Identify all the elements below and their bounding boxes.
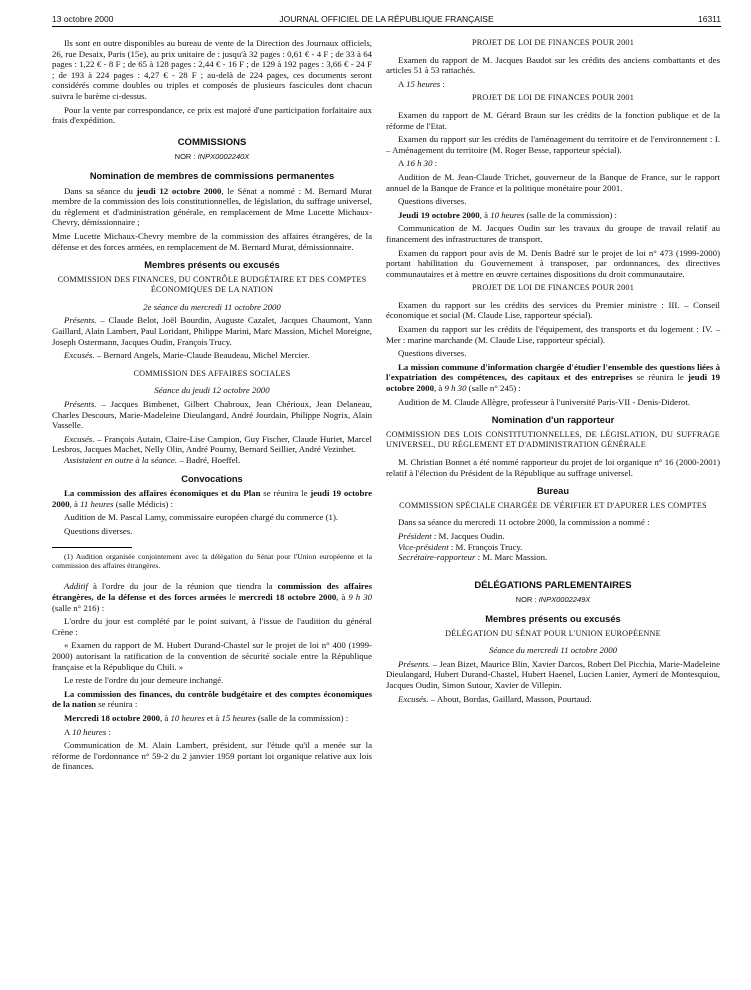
agenda-quote: « Examen du rapport de M. Hubert Durand-Chastel sur le projet de loi n° 400 (1999-2000) autorisant la ratification de la convention de sécurité sociale entre la République française et la République du Chili. » <box>52 640 372 672</box>
excuses-list: Excusés. – About, Bordas, Gaillard, Masson, Pourtaud. <box>398 693 592 704</box>
header-journal-title: JOURNAL OFFICIEL DE LA RÉPUBLIQUE FRANÇAISE <box>279 14 494 24</box>
agenda-item: Communication de M. Jacques Oudin sur les travaux du groupe de travail relatif au financement des infrastructures de transport. <box>386 223 720 244</box>
convocation-item: Questions diverses. <box>64 525 133 536</box>
agenda-item: Examen du rapport sur les crédits des services du Premier ministre : III. – Conseil économique et social (M. Claude Lise, rapporteur spécial). <box>386 299 720 321</box>
session-date: 2e séance du mercredi 11 octobre 2000 <box>143 301 281 312</box>
agenda-item: Examen du rapport sur les crédits de l'équipement, des transports et du logement : IV. – Mer : marine marchande (M. Claude Lise, rapporteur spécial). <box>386 324 720 345</box>
excuses-list: Excusés. – Bernard Angels, Marie-Claude Beaudeau, Michel Mercier. <box>64 350 310 361</box>
bureau-vice-president: Vice-président : M. François Trucy. <box>398 541 523 552</box>
members-heading: Membres présents ou excusés <box>485 613 621 624</box>
agenda-item: Questions diverses. <box>398 348 467 359</box>
presents-list: Présents. – Jacques Bimbenet, Gilbert Chabroux, Jean Chérioux, Jean Delaneau, Charles Descours, Marie-Madeleine Dieulangard, André Jourdain, Philippe Nogrix, Alain Vasselle. <box>52 399 372 431</box>
plf-heading: PROJET DE LOI DE FINANCES POUR 2001 <box>472 38 634 47</box>
mission-convocation: La mission commune d'information chargée d'étudier l'ensemble des questions liées à l'expatriation des compétences, des capitaux et des entreprises se réunira le jeudi 19 octobre 2000, à 9 h 30 (salle n° 245) : <box>386 361 720 394</box>
header-rule <box>52 26 721 27</box>
rapporteur-heading: Nomination d'un rapporteur <box>491 415 615 426</box>
bureau-heading: Bureau <box>536 486 570 497</box>
presents-list: Présents. – Jean Bizet, Maurice Blin, Xavier Darcos, Robert Del Picchia, Marie-Madeleine Dieulangard, Hubert Durand-Chastel, Hubert Haenel, Lucien Lanier, Aymeri de Montesquiou, Jacques Oudin, Simon Sutour, Xavier de Villepin. <box>386 658 720 690</box>
agenda-item: Examen du rapport sur les crédits de l'aménagement du territoire et de l'environnement : I. – Aménagement du territoire (M. Roger Besse, rapporteur spécial). <box>386 134 720 155</box>
time-slot: A 10 heures : <box>64 726 111 737</box>
right-column <box>386 38 720 707</box>
finance-convocation: La commission des finances, du contrôle budgétaire et des comptes économiques de la nation se réunira : <box>52 688 372 710</box>
finance-date: Mercredi 18 octobre 2000, à 10 heures et à 15 heures (salle de la commission) : <box>64 712 349 723</box>
bureau-president: Président : M. Jacques Oudin. <box>398 530 505 541</box>
nomination-paragraph: Dans sa séance du jeudi 12 octobre 2000, le Sénat a nommé : M. Bernard Murat membre de la commission des lois constitutionnelles, de législation, du suffrage universel, du règlement et d'administration générale, en remplacement de Mme Lucette Michaux-Chevry, démissionnaire ; <box>52 185 372 228</box>
convocations-heading: Convocations <box>181 473 243 484</box>
commission-lois-title: COMMISSION DES LOIS CONSTITUTIONNELLES, DE LÉGISLATION, DU SUFFRAGE UNIVERSEL, DU RÈGLEMENT ET D'ADMINISTRATION GÉNÉRALE <box>386 429 720 450</box>
agenda-paragraph: Le reste de l'ordre du jour demeure inchangé. <box>64 675 224 686</box>
commission-finances-title: COMMISSION DES FINANCES, DU CONTRÔLE BUDGÉTAIRE ET DES COMPTES ÉCONOMIQUES DE LA NATION <box>57 274 367 295</box>
convocation-paragraph: La commission des affaires économiques et du Plan se réunira le jeudi 19 octobre 2000, à 11 heures (salle Médicis) : <box>52 488 372 509</box>
commissions-heading: COMMISSIONS <box>177 136 247 148</box>
agenda-item: Examen du rapport de M. Gérard Braun sur les crédits de la fonction publique et de la réforme de l'Etat. <box>386 109 720 131</box>
convocation-item: Audition de M. Pascal Lamy, commissaire européen chargé du commerce (1). <box>64 512 339 523</box>
addendum-paragraph: Additif à l'ordre du jour de la réunion que tiendra la commission des affaires étrangères, de la défense et des forces armées le mercredi 18 octobre 2000, à 9 h 30 (salle n° 216) : <box>52 581 373 613</box>
plf-heading: PROJET DE LOI DE FINANCES POUR 2001 <box>472 283 634 293</box>
nomination-paragraph-2: Mme Lucette Michaux-Chevry membre de la commission des affaires étrangères, de la défense et des forces armées, en remplacement de M. Bernard Murat, démissionnaire. <box>52 230 372 252</box>
excuses-list: Excusés. – François Autain, Claire-Lise Campion, Guy Fischer, Claude Huriet, Marcel Lesbros, Jacques Machet, Nelly Olin, André Pourny, Bernard Seillier, André Vezinhet. <box>52 433 372 455</box>
members-heading: Membres présents ou excusés <box>144 260 280 271</box>
nor-reference: NOR : INPX0002249X <box>515 595 591 605</box>
commission-social-title: COMMISSION DES AFFAIRES SOCIALES <box>133 368 291 378</box>
rapporteur-paragraph: M. Christian Bonnet a été nommé rapporteur du projet de loi organique n° 16 (2000-2001) relatif à l'élection du Président de la République au suffrage universel. <box>386 457 720 478</box>
nor-reference: NOR : INPX0002240X <box>174 152 250 162</box>
bureau-secretary: Secrétaire-rapporteur : M. Marc Massion. <box>398 552 548 563</box>
agenda-item: Communication de M. Alain Lambert, président, sur l'étude qu'il a menée sur la réforme de l'ordonnance n° 59-2 du 2 janvier 1959 portant loi organique relative aux lois de finances. <box>52 740 372 772</box>
footnote: (1) Audition organisée conjointement avec la délégation du Sénat pour l'Union européenne et la commission des affaires étrangères. <box>52 551 372 570</box>
footnote-rule <box>52 547 132 548</box>
session-date: Séance du jeudi 12 octobre 2000 <box>154 385 270 396</box>
bureau-paragraph: Dans sa séance du mercredi 11 octobre 2000, la commission a nommé : <box>398 517 650 528</box>
agenda-item: Audition de M. Claude Allègre, professeur à l'université Paris-VII - Denis-Diderot. <box>398 396 691 407</box>
delegation-title: DÉLÉGATION DU SÉNAT POUR L'UNION EUROPÉENNE <box>445 628 661 638</box>
commission-speciale-title: COMMISSION SPÉCIALE CHARGÉE DE VÉRIFIER ET D'APURER LES COMPTES <box>399 500 707 510</box>
agenda-item: Examen du rapport pour avis de M. Denis Badré sur le projet de loi n° 473 (1999-2000) portant habilitation du Gouvernement à transposer, par ordonnances, des directives communautaires et à mettre en œuvre certaines dispositions du droit communautaire. <box>386 247 720 279</box>
session-date-line: Jeudi 19 octobre 2000, à 10 heures (salle de la commission) : <box>398 209 617 220</box>
header-date: 13 octobre 2000 <box>52 14 114 24</box>
agenda-item: Audition de M. Jean-Claude Trichet, gouverneur de la Banque de France, sur le rapport annuel de la Banque de France et la politique monétaire pour 2001. <box>386 171 720 193</box>
delegations-heading: DÉLÉGATIONS PARLEMENTAIRES <box>474 579 632 591</box>
agenda-paragraph: L'ordre du jour est complété par le point suivant, à l'issue de l'audition du général Crène : <box>52 616 372 637</box>
left-column <box>52 38 372 775</box>
attendees-list: Assistaient en outre à la séance. – Badré, Hoeffel. <box>64 455 241 465</box>
agenda-item: Examen du rapport de M. Jacques Baudot sur les crédits des anciens combattants et des articles 51 à 53 rattachés. <box>386 54 720 76</box>
session-date: Séance du mercredi 11 octobre 2000 <box>488 645 618 656</box>
nomination-heading: Nomination de membres de commissions permanentes <box>89 170 335 181</box>
plf-heading: PROJET DE LOI DE FINANCES POUR 2001 <box>472 93 634 103</box>
presents-list: Présents. – Claude Belot, Joël Bourdin, Auguste Cazalet, Jacques Chaumont, Yann Gaillard, Alain Lambert, Paul Loridant, Philippe Marini, Marc Massion, Michel Moreigne, Joseph Ostermann, Jacques Oudin, François Trucy. <box>52 315 372 347</box>
mail-order-paragraph: Pour la vente par correspondance, ce prix est majoré d'une participation forfaitaire aux frais d'expédition. <box>52 104 372 126</box>
sales-paragraph: Ils sont en outre disponibles au bureau de vente de la Direction des Journaux officiels, 26, rue Desaix, Paris (15e), au prix unitaire de : jusqu'à 32 pages : 0,61 € - 4 F ; de 33 à 64 pages : 1,22 € - 8 F ; de 65 à 128 pages : 2,44 € - 16 F ; de 129 à 192 pages : 3,66 € - 24 F ; de 193 à 224 pages : 4,27 € - 28 F ; au-delà de 224 pages, ces documents seront considérés comme doubles ou triples et composés de plusieurs fascicules dont chacun suivra le barème ci-dessus. <box>52 38 372 101</box>
time-slot: A 15 heures : <box>398 78 445 89</box>
agenda-item: Questions diverses. <box>398 196 467 207</box>
header-page-number: 16311 <box>697 14 721 24</box>
time-slot: A 16 h 30 : <box>398 158 438 169</box>
